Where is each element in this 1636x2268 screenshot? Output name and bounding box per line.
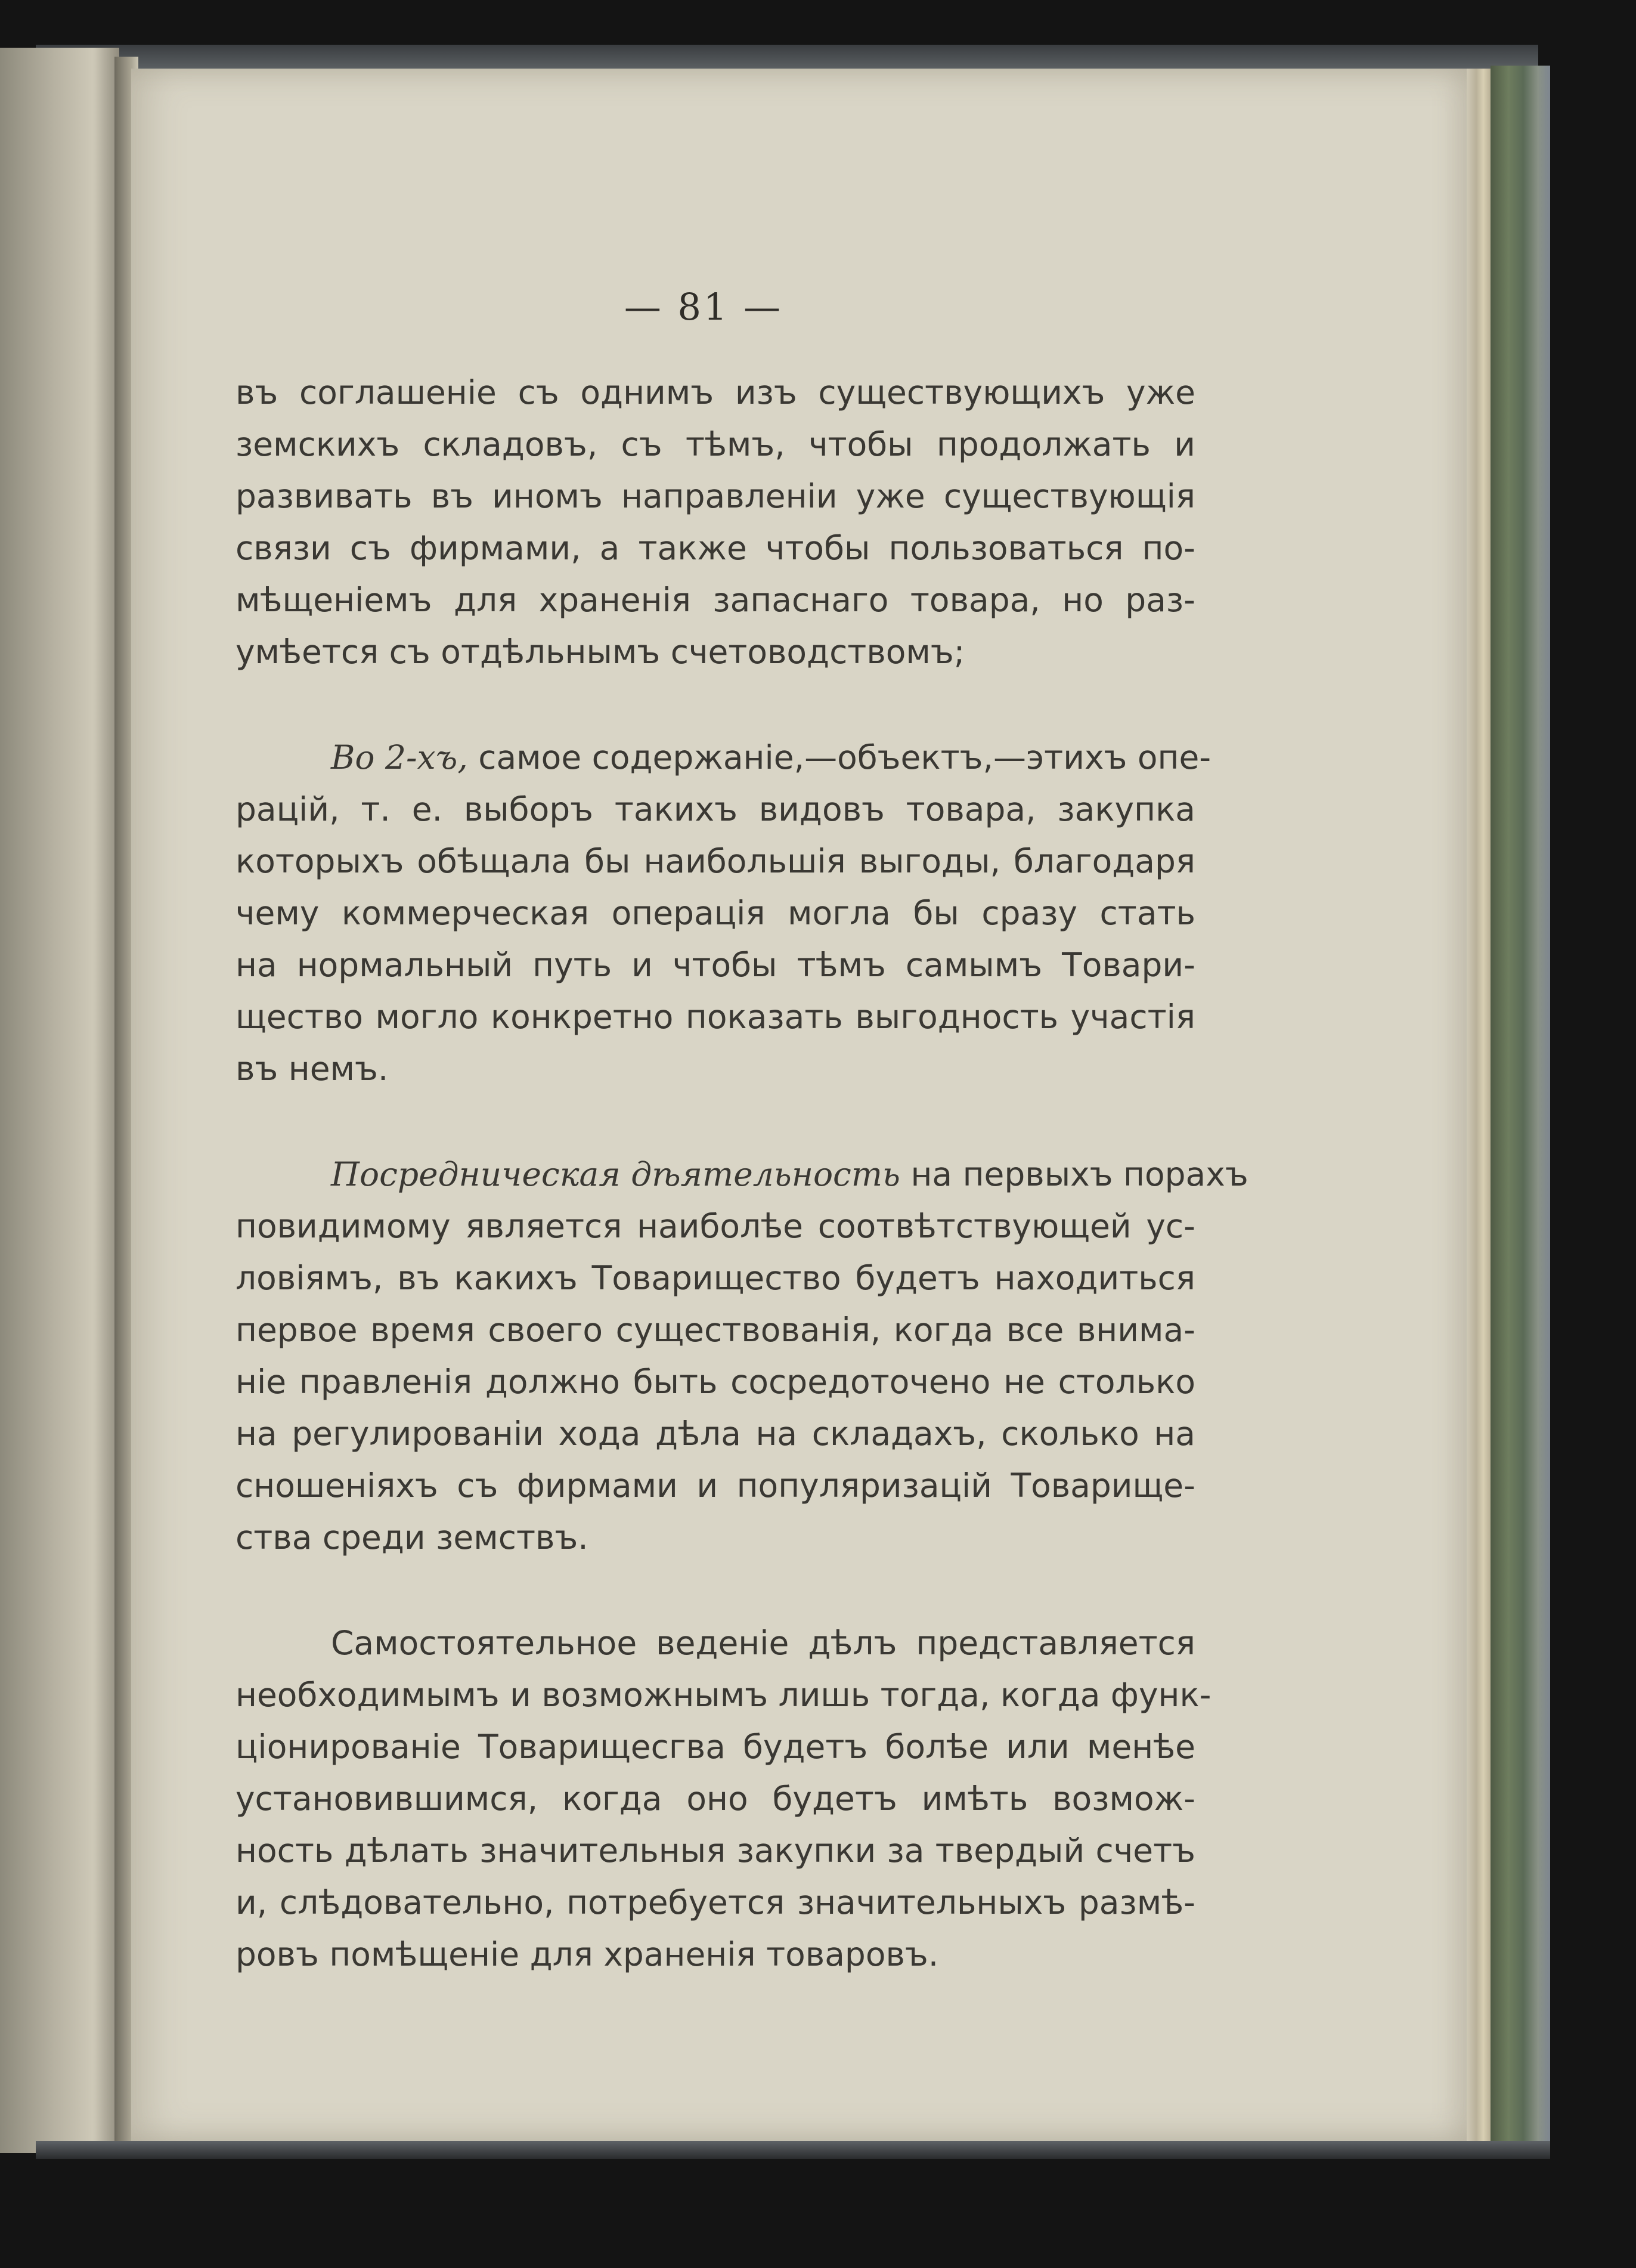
italic-lead-phrase: Посредническая дѣятельность	[331, 1155, 900, 1193]
text-line: ность дѣлать значительныя закупки за твердый счетъ	[236, 1831, 1195, 1870]
text-line: повидимому является наиболѣе соотвѣтствующей ус-	[236, 1207, 1195, 1245]
text-line: развивать въ иномъ направленіи уже существующія	[236, 477, 1195, 515]
paragraph-4	[236, 1617, 1211, 1981]
text-line: связи съ фирмами, а также чтобы пользоваться по-	[236, 529, 1195, 567]
page-stack-edge	[1467, 69, 1491, 2141]
text-line: земскихъ складовъ, съ тѣмъ, чтобы продолжать и	[236, 425, 1195, 463]
book-cover-top-edge	[36, 45, 1538, 69]
text-line: установившимся, когда оно будетъ имѣть возмож-	[236, 1780, 1195, 1818]
text-line: ровъ помѣщеніе для храненія товаровъ.	[236, 1935, 939, 1973]
text-line: мѣщеніемъ для храненія запаснаго товара, но раз-	[236, 581, 1195, 619]
text-line: щество могло конкретно показать выгодность участія	[236, 998, 1195, 1036]
text-line: умѣется съ отдѣльнымъ счетоводствомъ;	[236, 633, 965, 671]
text-line: въ немъ.	[236, 1050, 389, 1088]
paragraph-2	[236, 732, 1211, 1095]
text-line: которыхъ обѣщала бы наибольшія выгоды, благодаря	[236, 842, 1195, 880]
text-line	[236, 1149, 1248, 1200]
text-line: ловіямъ, въ какихъ Товарищество будетъ находиться	[236, 1259, 1195, 1297]
text-line: Самостоятельное веденіе дѣлъ представляется	[331, 1624, 1195, 1662]
book-cover-right-edge	[1491, 66, 1550, 2147]
paragraph-3	[236, 1149, 1248, 1564]
text-line: рацій, т. е. выборъ такихъ видовъ товара, закупка	[236, 790, 1195, 828]
page-text	[236, 367, 1248, 1981]
text-line: на регулированіи хода дѣла на складахъ, сколько на	[236, 1415, 1195, 1453]
text-line: и, слѣдовательно, потребуется значительныхъ размѣ-	[236, 1883, 1195, 1922]
text-line: сношеніяхъ съ фирмами и популяризацій Товарище-	[236, 1466, 1195, 1505]
text-line: ціонированіе Товарищесгва будетъ болѣе или менѣе	[236, 1728, 1195, 1766]
text-line	[236, 732, 1211, 784]
text-line: ства среди земствъ.	[236, 1518, 588, 1557]
book-cover-bottom-edge	[36, 2141, 1550, 2159]
text-line-rest: на первыхъ порахъ	[900, 1155, 1248, 1193]
text-line: ніе правленія должно быть сосредоточено не столько	[236, 1363, 1195, 1401]
text-line: первое время своего существованія, когда все внима-	[236, 1311, 1195, 1349]
page-number: — 81 —	[624, 285, 783, 329]
text-line: на нормальный путь и чтобы тѣмъ самымъ Товари-	[236, 946, 1195, 984]
text-line: необходимымъ и возможнымъ лишь тогда, когда функ-	[236, 1676, 1211, 1714]
text-line: въ соглашеніе съ однимъ изъ существующихъ уже	[236, 373, 1195, 411]
text-line: чему коммерческая операція могла бы сразу стать	[236, 894, 1195, 932]
paragraph-1	[236, 367, 1195, 678]
text-line-rest: самое содержаніе,—объектъ,—этихъ опе-	[467, 738, 1211, 776]
italic-lead-phrase: Во 2-хъ,	[331, 738, 468, 776]
